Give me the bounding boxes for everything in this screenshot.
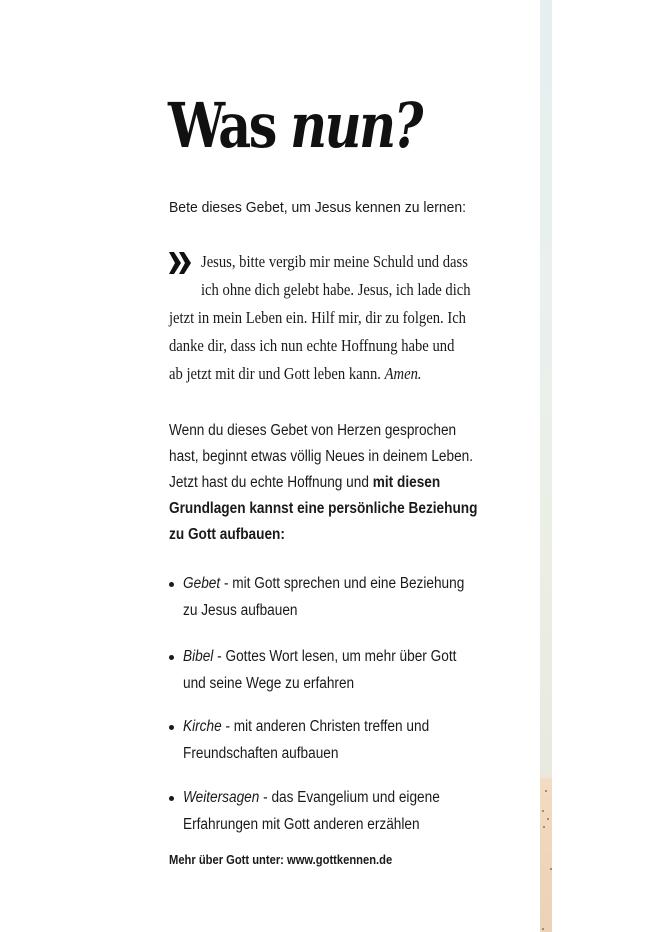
bullet-text: - das Evangelium und eigene bbox=[259, 789, 440, 806]
bullet-term: Bibel bbox=[183, 648, 214, 665]
body-bold-text: zu Gott aufbauen: bbox=[169, 526, 285, 543]
bullet-line: und seine Wege zu erfahren bbox=[183, 675, 355, 692]
body-line-text: Jetzt hast du echte Hoffnung und bbox=[169, 474, 373, 491]
page-edge-image-strip bbox=[540, 0, 552, 932]
bullet-line: zu Jesus aufbauen bbox=[183, 602, 298, 619]
speck-decoration bbox=[543, 826, 545, 828]
prayer-line: ich ohne dich gelebt habe. Jesus, ich lade dich bbox=[201, 280, 471, 299]
speck-decoration bbox=[547, 818, 549, 820]
bullet-icon bbox=[169, 655, 174, 660]
bullet-text: - mit anderen Christen treffen und bbox=[221, 718, 430, 735]
body-bold-line bbox=[169, 499, 477, 518]
double-chevron-right-icon bbox=[169, 252, 193, 274]
speck-decoration bbox=[542, 810, 544, 812]
bullet-line: Freundschaften aufbauen bbox=[183, 745, 339, 762]
prayer-line bbox=[169, 364, 422, 384]
speck-decoration bbox=[542, 928, 544, 930]
bullet-line bbox=[183, 647, 456, 666]
body-bold-text: Grundlagen kannst eine persönliche Beziehung bbox=[169, 500, 478, 517]
prayer-line: Jesus, bitte vergib mir meine Schuld und dass bbox=[201, 252, 468, 271]
footer-link-text: Mehr über Gott unter: www.gottkennen.de bbox=[169, 852, 393, 867]
bullet-line bbox=[183, 574, 464, 593]
bullet-term: Kirche bbox=[183, 718, 222, 735]
prayer-line: danke dir, dass ich nun echte Hoffnung habe und bbox=[169, 336, 455, 355]
bullet-term: Gebet bbox=[183, 575, 221, 592]
bullet-icon bbox=[169, 725, 174, 730]
bullet-term: Weitersagen bbox=[183, 789, 260, 806]
bullet-line bbox=[183, 717, 429, 736]
page-title bbox=[168, 88, 421, 164]
prayer-line-text: ab jetzt mit dir und Gott leben kann. bbox=[169, 364, 385, 383]
speck-decoration bbox=[545, 790, 547, 792]
bullet-line bbox=[183, 788, 440, 807]
bullet-line: Erfahrungen mit Gott anderen erzählen bbox=[183, 816, 420, 833]
body-bold-inline: mit diesen bbox=[372, 474, 441, 491]
body-bold-line bbox=[169, 525, 285, 544]
prayer-line: jetzt in mein Leben ein. Hilf mir, dir zu folgen. Ich bbox=[169, 308, 467, 327]
title-italic: nun? bbox=[290, 89, 421, 162]
speck-decoration bbox=[550, 868, 552, 870]
bullet-text: - mit Gott sprechen und eine Beziehung bbox=[220, 575, 465, 592]
prayer-amen: Amen. bbox=[384, 364, 422, 383]
body-line: Wenn du dieses Gebet von Herzen gesprochen bbox=[169, 422, 457, 439]
bullet-icon bbox=[169, 796, 174, 801]
body-line: hast, beginnt etwas völlig Neues in deinem Leben. bbox=[169, 448, 474, 465]
body-line bbox=[169, 473, 440, 492]
bullet-icon bbox=[169, 582, 174, 587]
title-regular: Was bbox=[168, 89, 291, 162]
bullet-text: - Gottes Wort lesen, um mehr über Gott bbox=[213, 648, 457, 665]
intro-text: Bete dieses Gebet, um Jesus kennen zu lernen: bbox=[169, 199, 467, 216]
